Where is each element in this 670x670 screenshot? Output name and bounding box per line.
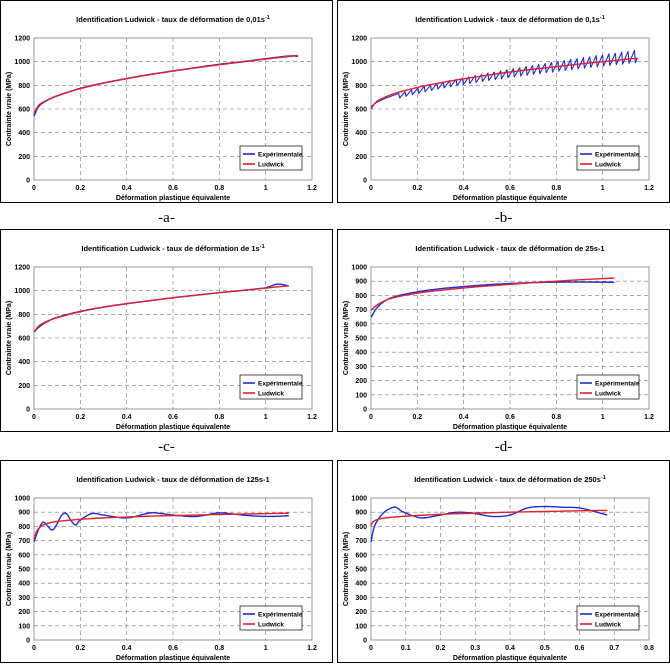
x-tick-label: 0.6 <box>574 645 585 652</box>
y-tick-label: 800 <box>18 523 30 531</box>
x-axis-label: Déformation plastique équivalente <box>115 655 231 662</box>
x-tick-label: 0 <box>32 645 36 652</box>
y-tick-label: 200 <box>18 153 30 161</box>
chart-frame <box>1 1 333 203</box>
y-tick-label: 700 <box>355 307 367 315</box>
y-axis-label: Contrainte vraie (MPa) <box>343 300 350 376</box>
y-tick-label: 800 <box>355 82 367 90</box>
chart-title <box>81 244 264 253</box>
x-tick-label: 0.6 <box>505 414 515 421</box>
x-axis-label: Déformation plastique équivalente <box>452 655 568 662</box>
y-tick-label: 800 <box>355 523 367 531</box>
y-tick-label: 0 <box>26 406 30 414</box>
chart-title-text: Identification Ludwick - taux de déformation de 250s <box>414 475 601 484</box>
x-axis-label: Déformation plastique équivalente <box>452 424 568 431</box>
x-tick-label: 0.2 <box>75 645 86 652</box>
x-tick-label: 0.8 <box>214 645 225 652</box>
chart-frame <box>338 230 670 432</box>
chart-frame <box>1 461 333 663</box>
x-tick-label: 0.7 <box>609 645 620 652</box>
chart-title <box>415 15 605 24</box>
chart-svg <box>337 0 670 203</box>
x-tick-label: 0.6 <box>168 645 178 652</box>
y-tick-label: 700 <box>18 538 30 546</box>
chart-svg <box>0 0 333 203</box>
y-tick-label: 0 <box>363 637 367 645</box>
y-tick-label: 500 <box>355 335 367 343</box>
x-tick-label: 0.6 <box>168 414 178 421</box>
y-tick-label: 900 <box>18 509 30 517</box>
chart-title <box>76 15 270 24</box>
x-tick-label: 0.8 <box>214 414 225 421</box>
x-tick-label: 0 <box>369 185 373 192</box>
chart-title-text: Identification Ludwick - taux de déformation de 1s <box>81 244 260 253</box>
chart-svg <box>0 460 333 663</box>
chart-panel <box>0 0 333 203</box>
y-tick-label: 600 <box>18 335 30 343</box>
x-tick-label: 1 <box>263 185 268 192</box>
chart-panel <box>337 0 670 203</box>
chart-panel <box>337 229 670 432</box>
x-tick-label: 1 <box>263 414 268 421</box>
x-tick-label: 0.2 <box>412 185 423 192</box>
chart-panel <box>0 229 333 432</box>
legend-label: Ludwick <box>258 621 285 629</box>
y-axis-label: Contrainte vraie (MPa) <box>6 300 13 376</box>
y-tick-label: 800 <box>355 292 367 300</box>
x-tick-label: 0 <box>369 645 373 652</box>
y-tick-label: 0 <box>363 177 367 185</box>
y-tick-label: 100 <box>355 392 367 400</box>
chart-svg <box>337 229 670 432</box>
x-tick-label: 0.4 <box>458 414 469 421</box>
chart-title-superscript: -1 <box>599 15 605 21</box>
y-tick-label: 500 <box>18 566 30 574</box>
y-tick-label: 1200 <box>14 264 30 272</box>
chart-title-superscript: -1 <box>600 475 606 481</box>
y-tick-label: 800 <box>18 311 30 319</box>
y-tick-label: 400 <box>355 580 367 588</box>
x-tick-label: 1 <box>600 414 605 421</box>
y-tick-label: 1200 <box>351 35 367 43</box>
x-tick-label: 0.2 <box>435 645 446 652</box>
legend-label: Ludwick <box>595 621 622 629</box>
panel-caption: -b- <box>494 210 513 226</box>
y-tick-label: 600 <box>18 552 30 560</box>
x-tick-label: 1.2 <box>644 185 654 192</box>
y-tick-label: 0 <box>363 406 367 414</box>
y-axis-label: Contrainte vraie (MPa) <box>343 531 350 607</box>
x-tick-label: 0.3 <box>470 645 481 652</box>
legend-label: Ludwick <box>258 161 285 169</box>
y-tick-label: 200 <box>355 153 367 161</box>
y-tick-label: 0 <box>26 637 30 645</box>
legend-label: Expérimentale <box>595 151 640 159</box>
y-tick-label: 100 <box>355 623 367 631</box>
chart-title <box>415 244 604 253</box>
x-tick-label: 0 <box>369 414 373 421</box>
y-tick-label: 1200 <box>14 35 30 43</box>
legend-label: Expérimentale <box>595 611 640 619</box>
panel-caption: -a- <box>158 210 175 226</box>
y-tick-label: 1000 <box>14 288 30 296</box>
x-tick-label: 1.2 <box>307 645 317 652</box>
chart-frame <box>338 461 670 663</box>
y-tick-label: 400 <box>18 359 30 367</box>
y-axis-label: Contrainte vraie (MPa) <box>343 71 350 147</box>
chart-title-text: Identification Ludwick - taux de déformation de 0,01s <box>76 15 265 24</box>
x-axis-label: Déformation plastique équivalente <box>452 195 568 202</box>
y-tick-label: 600 <box>355 552 367 560</box>
x-tick-label: 1 <box>263 645 268 652</box>
y-tick-label: 700 <box>355 538 367 546</box>
x-tick-label: 0.8 <box>551 185 562 192</box>
y-tick-label: 400 <box>18 580 30 588</box>
y-axis-label: Contrainte vraie (MPa) <box>6 531 13 607</box>
legend-label: Ludwick <box>258 390 285 398</box>
y-tick-label: 400 <box>18 130 30 138</box>
y-tick-label: 1000 <box>351 264 367 272</box>
y-tick-label: 0 <box>26 177 30 185</box>
y-tick-label: 400 <box>355 130 367 138</box>
y-tick-label: 200 <box>18 382 30 390</box>
legend-label: Expérimentale <box>258 611 303 619</box>
x-tick-label: 0.8 <box>644 645 654 652</box>
chart-title-superscript: -1 <box>259 244 265 250</box>
y-tick-label: 300 <box>18 594 30 602</box>
x-tick-label: 0.6 <box>168 185 178 192</box>
x-tick-label: 0.4 <box>505 645 515 652</box>
y-tick-label: 200 <box>355 609 367 617</box>
x-tick-label: 0.2 <box>75 185 86 192</box>
y-tick-label: 900 <box>355 278 367 286</box>
panel-caption: -c- <box>158 439 175 455</box>
x-tick-label: 0.4 <box>458 185 469 192</box>
y-tick-label: 400 <box>355 349 367 357</box>
y-tick-label: 600 <box>18 106 30 114</box>
chart-title <box>414 475 606 484</box>
panel-caption: -d- <box>494 439 513 455</box>
x-tick-label: 0.1 <box>400 645 411 652</box>
chart-title-text: Identification Ludwick - taux de déformation de 125s-1 <box>76 475 270 484</box>
x-tick-label: 1.2 <box>307 414 317 421</box>
y-tick-label: 1000 <box>14 495 30 503</box>
y-tick-label: 1000 <box>351 59 367 67</box>
x-tick-label: 0.4 <box>121 185 132 192</box>
x-tick-label: 1.2 <box>644 414 654 421</box>
chart-panel <box>0 460 333 663</box>
legend-label: Expérimentale <box>258 380 303 388</box>
legend-label: Ludwick <box>595 390 622 398</box>
y-tick-label: 300 <box>355 594 367 602</box>
chart-title-text: Identification Ludwick - taux de déformation de 25s-1 <box>415 244 605 253</box>
chart-title-text: Identification Ludwick - taux de déformation de 0,1s <box>415 15 600 24</box>
chart-svg <box>337 460 670 663</box>
y-tick-label: 500 <box>355 566 367 574</box>
x-tick-label: 0.2 <box>412 414 423 421</box>
y-tick-label: 300 <box>355 363 367 371</box>
y-tick-label: 900 <box>355 509 367 517</box>
y-axis-label: Contrainte vraie (MPa) <box>6 71 13 147</box>
y-tick-label: 1000 <box>14 59 30 67</box>
x-tick-label: 0 <box>32 414 36 421</box>
chart-panel <box>337 460 670 663</box>
x-tick-label: 0 <box>32 185 36 192</box>
legend-label: Expérimentale <box>595 380 640 388</box>
y-tick-label: 200 <box>355 378 367 386</box>
y-tick-label: 100 <box>18 623 30 631</box>
legend-label: Ludwick <box>595 161 622 169</box>
x-tick-label: 1.2 <box>307 185 317 192</box>
legend-label: Expérimentale <box>258 151 303 159</box>
y-tick-label: 1000 <box>351 495 367 503</box>
x-tick-label: 0.5 <box>539 645 550 652</box>
y-tick-label: 600 <box>355 321 367 329</box>
x-tick-label: 0.8 <box>214 185 225 192</box>
chart-svg <box>0 229 333 432</box>
chart-title-superscript: -1 <box>264 15 270 21</box>
y-tick-label: 600 <box>355 106 367 114</box>
x-tick-label: 0.4 <box>121 645 132 652</box>
x-tick-label: 0.4 <box>121 414 132 421</box>
x-tick-label: 0.2 <box>75 414 86 421</box>
x-tick-label: 0.8 <box>551 414 562 421</box>
x-tick-label: 1 <box>600 185 605 192</box>
x-axis-label: Déformation plastique équivalente <box>115 195 231 202</box>
chart-title <box>76 475 269 484</box>
chart-frame <box>338 1 670 203</box>
x-tick-label: 0.6 <box>505 185 515 192</box>
x-axis-label: Déformation plastique équivalente <box>115 424 231 431</box>
y-tick-label: 800 <box>18 82 30 90</box>
y-tick-label: 200 <box>18 609 30 617</box>
chart-frame <box>1 230 333 432</box>
